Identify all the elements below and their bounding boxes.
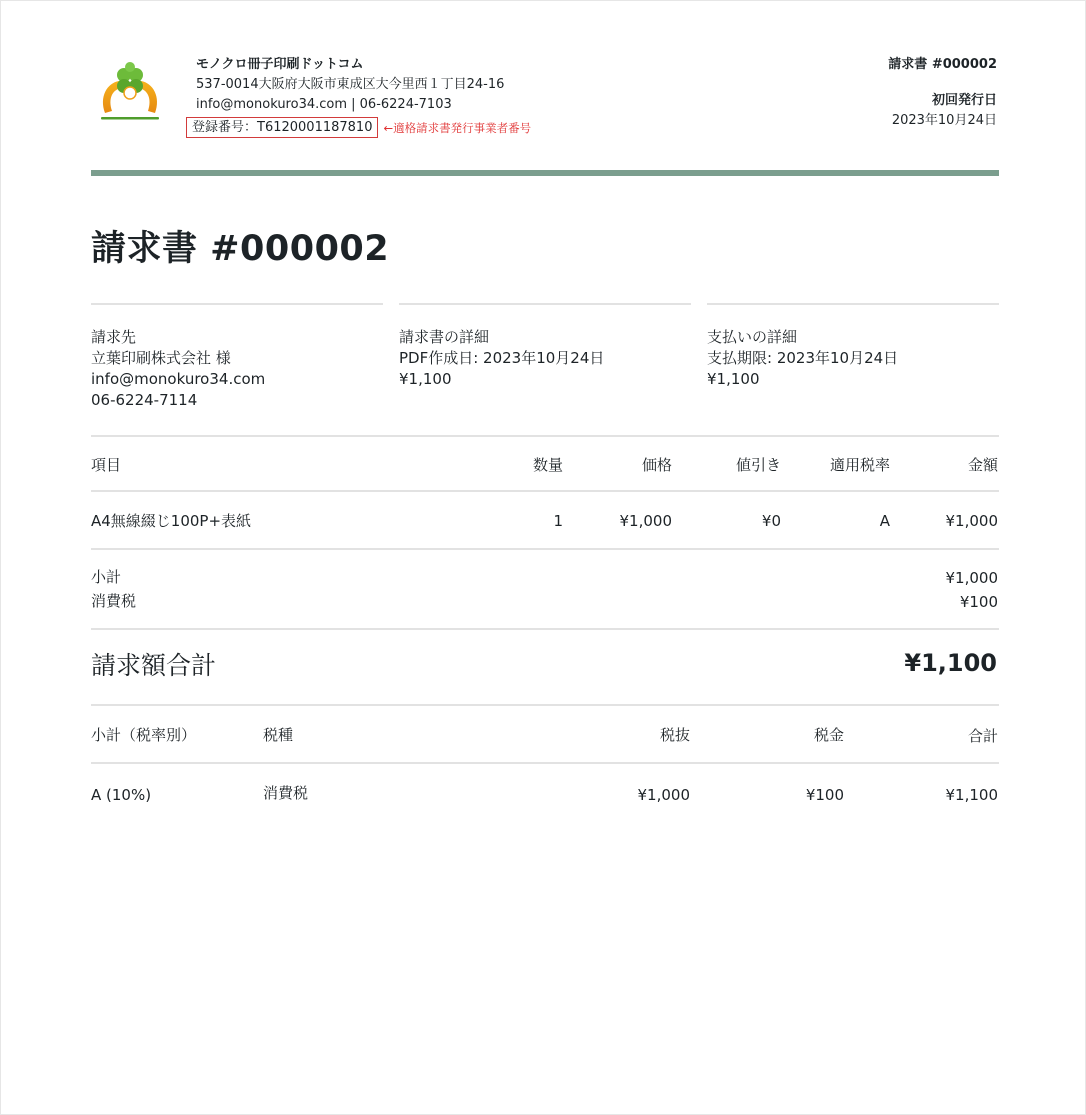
header-tax-amount: 税金 bbox=[813, 726, 844, 744]
header-invoice-meta bbox=[888, 55, 997, 131]
subtotal-label: 小計 bbox=[91, 568, 122, 586]
row-discount: ¥0 bbox=[761, 512, 781, 530]
bill-to-section bbox=[91, 303, 383, 411]
header-item: 項目 bbox=[91, 456, 122, 474]
header-price: 価格 bbox=[641, 456, 672, 474]
registration-note: ←適格請求書発行事業者番号 bbox=[383, 120, 532, 135]
row-qty: 1 bbox=[553, 512, 563, 530]
header-tax-bracket: 小計（税率別） bbox=[91, 726, 197, 744]
company-contact: info@monokuro34.com | 06-6224-7103 bbox=[196, 97, 452, 112]
total-label: 請求額合計 bbox=[91, 651, 217, 680]
divider bbox=[91, 704, 999, 706]
company-address: 537-0014大阪府大阪市東成区大今里西１丁目24-16 bbox=[196, 77, 505, 92]
invoice-details-section bbox=[399, 303, 691, 390]
first-issue-date: 2023年10月24日 bbox=[891, 113, 997, 128]
tax-value: ¥100 bbox=[959, 593, 998, 611]
tax-row-tax: ¥100 bbox=[805, 786, 844, 804]
bill-to-heading: 請求先 bbox=[91, 328, 137, 346]
row-tax-rate: A bbox=[879, 512, 890, 530]
header-discount: 値引き bbox=[735, 456, 781, 474]
header-tax-excl: 税抜 bbox=[659, 726, 690, 744]
payment-due-date: 支払期限: 2023年10月24日 bbox=[707, 349, 899, 367]
divider bbox=[91, 490, 999, 492]
header-tax-kind: 税種 bbox=[263, 726, 294, 744]
divider bbox=[91, 548, 999, 550]
subtotal-value: ¥1,000 bbox=[945, 569, 998, 587]
invoice-details-heading: 請求書の詳細 bbox=[399, 328, 490, 346]
company-info bbox=[192, 55, 532, 138]
clover-logo-icon bbox=[97, 61, 163, 123]
tax-row-total: ¥1,100 bbox=[945, 786, 998, 804]
payment-details-heading: 支払いの詳細 bbox=[707, 328, 798, 346]
header-invoice-number: 請求書 #000002 bbox=[888, 57, 997, 72]
tax-row-bracket: A (10%) bbox=[91, 786, 152, 804]
accent-divider bbox=[91, 170, 999, 176]
bill-to-name: 立葉印刷株式会社 様 bbox=[91, 349, 231, 367]
payment-details-section bbox=[707, 303, 999, 390]
tax-row-excl: ¥1,000 bbox=[637, 786, 690, 804]
row-amount: ¥1,000 bbox=[945, 512, 998, 530]
row-item: A4無線綴じ100P+表紙 bbox=[91, 512, 252, 530]
registration-number: 登録番号：T6120001187810 bbox=[186, 117, 378, 138]
invoice-details-amount: ¥1,100 bbox=[399, 370, 452, 388]
divider bbox=[91, 435, 999, 437]
row-price: ¥1,000 bbox=[619, 512, 672, 530]
company-name: モノクロ冊子印刷ドットコム bbox=[196, 57, 364, 72]
tax-label: 消費税 bbox=[91, 592, 137, 610]
bill-to-email: info@monokuro34.com bbox=[91, 370, 266, 388]
total-value: ¥1,100 bbox=[904, 649, 997, 677]
header-tax-total: 合計 bbox=[967, 727, 998, 745]
invoice-created-date: PDF作成日: 2023年10月24日 bbox=[399, 349, 605, 367]
header-tax-rate: 適用税率 bbox=[829, 456, 890, 474]
divider bbox=[91, 762, 999, 764]
bill-to-phone: 06-6224-7114 bbox=[91, 391, 198, 409]
first-issue-label: 初回発行日 bbox=[931, 93, 997, 108]
payment-details-amount: ¥1,100 bbox=[707, 370, 760, 388]
header-amount: 金額 bbox=[967, 456, 998, 474]
divider bbox=[91, 628, 999, 630]
header-qty: 数量 bbox=[532, 456, 563, 474]
page-title: 請求書 #000002 bbox=[91, 229, 390, 269]
tax-row-kind: 消費税 bbox=[263, 784, 309, 802]
